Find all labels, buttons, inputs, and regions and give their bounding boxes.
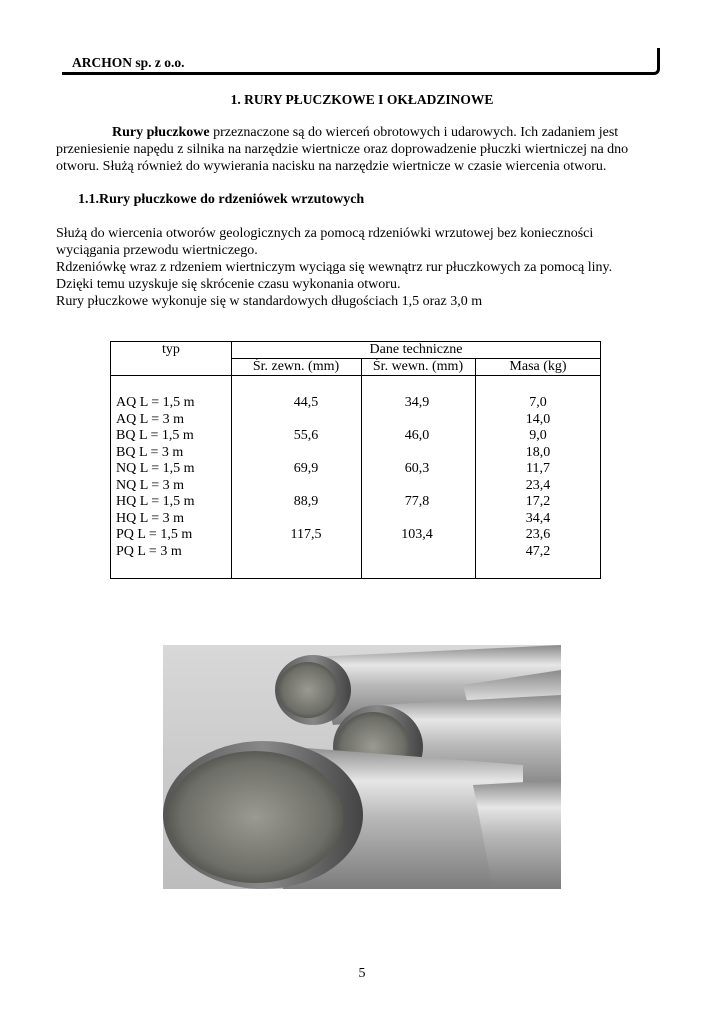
- outer-cell: [256, 478, 356, 495]
- col-header-inner: Śr. wewn. (mm): [372, 359, 464, 374]
- outer-cell: [256, 544, 356, 561]
- outer-diameter-column: [256, 395, 356, 560]
- header-rule: [62, 72, 654, 75]
- inner-cell: [367, 445, 467, 462]
- inner-cell: 34,9: [404, 395, 430, 410]
- mass-cell: 47,2: [525, 543, 551, 559]
- outer-cell: 55,6: [293, 428, 319, 443]
- tech-data-table: [110, 341, 601, 579]
- type-cell: HQ L = 3 m: [116, 510, 185, 526]
- intro-text: przeznaczone są do wierceń obrotowych i udarowych. Ich zadaniem jest przeniesienie napędu z silnika na narzędzie wiertnicze oraz doprowadzenie płuczki wiertniczej na dno otworu. Służą również do wywierania nacisku na narzędzie wiertnicze w czasie wiercenia otworu.: [56, 125, 629, 174]
- outer-cell: 88,9: [293, 494, 319, 509]
- inner-cell: 46,0: [404, 428, 430, 443]
- body-paragraph: [56, 225, 668, 310]
- outer-cell: [256, 511, 356, 528]
- outer-cell: 117,5: [290, 527, 322, 542]
- col-header-outer: Śr. zewn. (mm): [252, 359, 340, 374]
- drill-pipes-photo: [163, 645, 561, 889]
- subsection-title: 1.1.Rury płuczkowe do rdzeniówek wrzutowych: [78, 192, 365, 207]
- type-cell: NQ L = 3 m: [116, 477, 185, 493]
- type-cell: AQ L = 3 m: [116, 411, 185, 427]
- page-number: 5: [358, 966, 366, 981]
- body-line: Dzięki temu uzyskuje się skrócenie czasu wykonania otworu.: [56, 277, 401, 292]
- body-line: Rdzeniówkę wraz z rdzeniem wiertniczym wyciąga się wewnątrz rur płuczkowych za pomocą liny.: [56, 260, 613, 275]
- outer-cell: 69,9: [293, 461, 319, 476]
- type-column: [116, 395, 195, 560]
- inner-cell: 77,8: [404, 494, 430, 509]
- type-cell: AQ L = 1,5 m: [116, 395, 195, 410]
- intro-bold-term: Rury płuczkowe: [112, 125, 210, 140]
- mass-cell: 17,2: [525, 494, 551, 509]
- type-cell: PQ L = 3 m: [116, 543, 182, 559]
- mass-cell: 9,0: [529, 428, 547, 443]
- inner-cell: 60,3: [404, 461, 430, 476]
- inner-cell: 103,4: [401, 527, 433, 542]
- table-divider: [361, 359, 362, 578]
- page-header: [62, 48, 660, 76]
- intro-paragraph: [56, 124, 668, 175]
- type-cell: BQ L = 1,5 m: [116, 428, 194, 443]
- outer-cell: 44,5: [293, 395, 319, 410]
- type-cell: HQ L = 1,5 m: [116, 494, 195, 509]
- inner-cell: [367, 412, 467, 429]
- body-line: Służą do wiercenia otworów geologicznych za pomocą rdzeniówki wrzutowej bez konieczności: [56, 226, 594, 241]
- mass-cell: 11,7: [526, 461, 550, 476]
- type-cell: BQ L = 3 m: [116, 444, 184, 460]
- mass-cell: 7,0: [529, 395, 547, 410]
- inner-cell: [367, 478, 467, 495]
- mass-column: [488, 395, 588, 560]
- section-title: 1. RURY PŁUCZKOWE I OKŁADZINOWE: [230, 92, 494, 107]
- outer-cell: [256, 412, 356, 429]
- inner-cell: [367, 511, 467, 528]
- outer-cell: [256, 445, 356, 462]
- table-divider: [475, 359, 476, 578]
- inner-diameter-column: [367, 395, 467, 560]
- body-line: Rury płuczkowe wykonuje się w standardowych długościach 1,5 oraz 3,0 m: [56, 294, 483, 309]
- table-divider: [231, 342, 232, 578]
- type-cell: PQ L = 1,5 m: [116, 527, 193, 542]
- type-cell: NQ L = 1,5 m: [116, 461, 195, 476]
- body-line: wyciągania przewodu wiertniczego.: [56, 243, 258, 258]
- col-header-mass: Masa (kg): [509, 359, 567, 374]
- inner-cell: [367, 544, 467, 561]
- mass-cell: 34,4: [525, 510, 551, 526]
- col-header-type: typ: [162, 342, 180, 357]
- col-group-header: Dane techniczne: [369, 342, 463, 357]
- company-name: ARCHON sp. z o.o.: [72, 55, 185, 70]
- mass-cell: 23,4: [525, 477, 551, 493]
- mass-cell: 14,0: [525, 411, 551, 427]
- mass-cell: 23,6: [525, 527, 551, 542]
- mass-cell: 18,0: [525, 444, 551, 460]
- header-rule-corner: [652, 48, 660, 75]
